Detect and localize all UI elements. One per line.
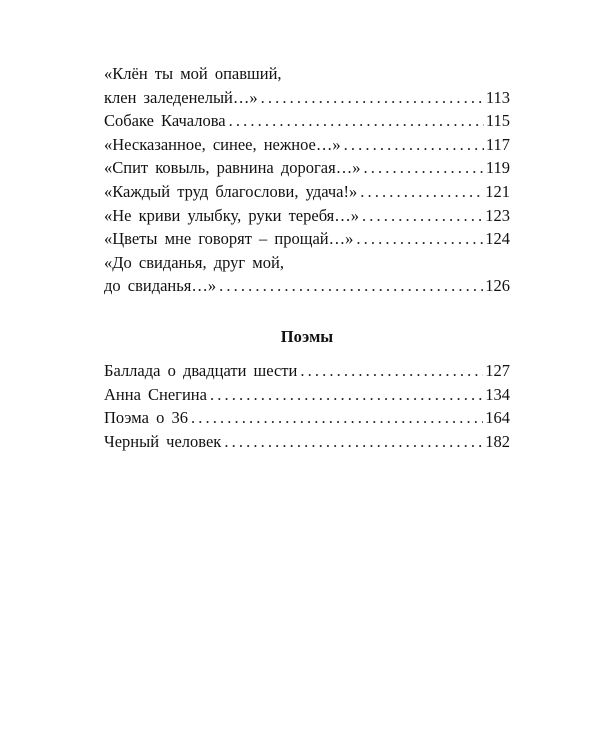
toc-list-lyrics <box>104 62 510 298</box>
toc-entry-title: клен заледенелый…» <box>104 87 258 107</box>
toc-entry-line <box>104 227 510 251</box>
toc-entry-title: до свиданья…» <box>104 276 217 296</box>
dot-leader <box>219 274 483 298</box>
toc-entry <box>104 180 510 204</box>
dot-leader <box>362 204 483 228</box>
toc-entry-line <box>104 109 510 133</box>
dot-leader <box>300 359 483 383</box>
table-of-contents <box>104 62 510 453</box>
toc-entry-line <box>104 180 510 204</box>
toc-page-number: 113 <box>485 87 510 107</box>
toc-page-number: 164 <box>485 408 510 428</box>
toc-page-number: 121 <box>485 181 510 201</box>
dot-leader <box>229 109 484 133</box>
toc-entry-line <box>104 204 510 228</box>
toc-entry <box>104 251 510 298</box>
toc-entry <box>104 133 510 157</box>
toc-entry-line <box>104 274 510 298</box>
toc-page-number: 119 <box>485 158 510 178</box>
toc-entry <box>104 359 510 383</box>
toc-entry-line <box>104 62 510 86</box>
toc-entry <box>104 383 510 407</box>
toc-entry-title: Собаке Качалова <box>104 111 226 131</box>
toc-entry-line <box>104 359 510 383</box>
toc-entry-line <box>104 86 510 110</box>
toc-page-number: 134 <box>485 384 510 404</box>
toc-entry-line <box>104 133 510 157</box>
toc-entry <box>104 156 510 180</box>
section-heading-poems: Поэмы <box>280 326 334 346</box>
dot-leader <box>261 86 484 110</box>
toc-entry-title: «Клён ты мой опавший, <box>104 64 282 83</box>
dot-leader <box>191 406 483 430</box>
toc-entry-title: «Каждый труд благослови, удача!» <box>104 181 358 201</box>
toc-list-poems <box>104 359 510 453</box>
toc-entry <box>104 62 510 109</box>
dot-leader <box>210 383 483 407</box>
toc-page-number: 127 <box>485 360 510 380</box>
toc-entry <box>104 204 510 228</box>
toc-entry <box>104 406 510 430</box>
dot-leader <box>363 156 483 180</box>
toc-entry-title: Черный человек <box>104 431 222 451</box>
toc-entry-title: Поэма о 36 <box>104 408 188 428</box>
toc-page-number: 115 <box>485 111 510 131</box>
toc-entry-title: «Спит ковыль, равнина дорогая…» <box>104 158 361 178</box>
toc-entry-title: «Цветы мне говорят – прощай…» <box>104 229 354 249</box>
toc-entry-line <box>104 383 510 407</box>
toc-page-number: 124 <box>485 229 510 249</box>
toc-page-number: 117 <box>485 134 510 154</box>
dot-leader <box>356 227 483 251</box>
toc-page-number: 123 <box>485 205 510 225</box>
toc-entry-title: Баллада о двадцати шести <box>104 360 298 380</box>
toc-entry <box>104 227 510 251</box>
toc-entry-title: Анна Снегина <box>104 384 207 404</box>
toc-entry-title: «Несказанное, синее, нежное…» <box>104 134 341 154</box>
toc-entry-line <box>104 430 510 454</box>
toc-entry <box>104 430 510 454</box>
toc-entry-line <box>104 406 510 430</box>
dot-leader <box>344 133 484 157</box>
toc-entry-line <box>104 251 510 275</box>
toc-page-number: 182 <box>485 431 510 451</box>
toc-entry-title: «До свиданья, друг мой, <box>104 252 284 272</box>
toc-page-number: 126 <box>485 276 510 296</box>
toc-entry <box>104 109 510 133</box>
toc-entry-line <box>104 156 510 180</box>
toc-entry-title: «Не криви улыбку, руки теребя…» <box>104 205 360 225</box>
dot-leader <box>360 180 483 204</box>
dot-leader <box>224 430 483 454</box>
